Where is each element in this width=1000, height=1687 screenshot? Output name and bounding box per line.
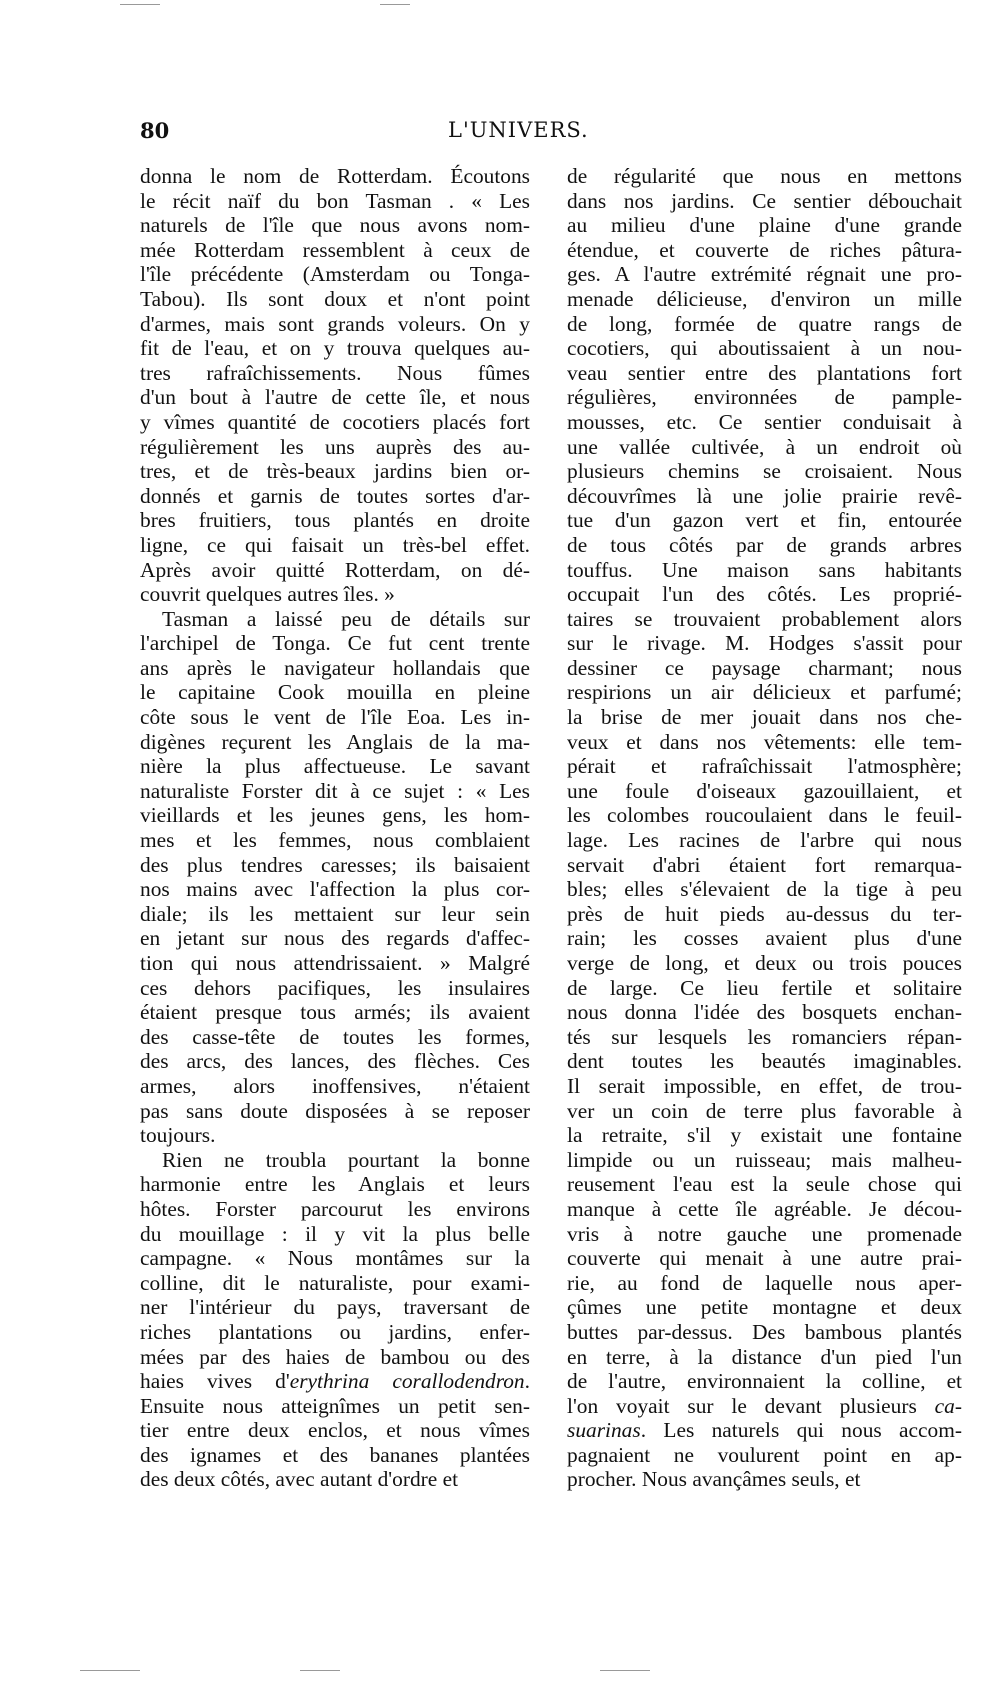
- text-run: ans après le navigateur hollandais que: [140, 655, 530, 680]
- text-line: [140, 1172, 530, 1197]
- text-run: côte sous le vent de l'île Eoa. Les in-: [140, 705, 530, 730]
- text-line: [140, 779, 530, 804]
- text-line: [140, 336, 530, 361]
- text-run: de régularité que nous en mettons: [567, 164, 962, 188]
- text-line: [567, 926, 962, 951]
- text-line: [140, 607, 530, 632]
- text-run: pagnaient ne voulurent point en ap-: [567, 1442, 962, 1467]
- text-line: [140, 1049, 530, 1074]
- text-run: veau sentier entre des plantations fort: [567, 360, 962, 385]
- text-run: de long, formée de quatre rangs de: [567, 311, 962, 336]
- text-line: [140, 508, 530, 533]
- text-run: diale; ils les mettaient sur leur sein: [140, 901, 530, 926]
- text-run: tion qui nous attendrissaient. » Malgré: [140, 951, 530, 975]
- text-run: ligne, ce qui faisait un très-bel effet.: [140, 532, 530, 557]
- text-run: des deux côtés, avec autant d'ordre et: [140, 1467, 459, 1492]
- text-run: près de huit pieds au-dessus du ter-: [567, 901, 962, 926]
- text-run: harmonie entre les Anglais et leurs: [140, 1172, 530, 1197]
- text-line: [140, 1271, 530, 1296]
- text-run: Tasman a laissé peu de détails sur: [162, 606, 530, 631]
- text-line: [567, 754, 962, 779]
- text-line: [140, 1394, 530, 1419]
- running-head: [140, 118, 900, 148]
- text-run: naturaliste Forster dit à ce sujet : « Les: [140, 778, 530, 803]
- text-run: dessiner ce paysage charmant; nous: [567, 655, 962, 680]
- text-line: [140, 877, 530, 902]
- text-run: bres fruitiers, tous plantés en droite: [140, 508, 530, 533]
- text-line: [140, 287, 530, 312]
- text-run: Rien ne troubla pourtant la bonne: [162, 1147, 530, 1172]
- text-run: fit de l'eau, et on y trouva quelques au-: [140, 336, 530, 361]
- scan-edge-mark: [380, 4, 410, 5]
- text-line: [567, 1000, 962, 1025]
- italic-text-run: erythrina corallodendron: [289, 1369, 525, 1394]
- text-line: [567, 779, 962, 804]
- text-line: [567, 1148, 962, 1173]
- text-run: de l'autre, environnaient la colline, et: [567, 1369, 962, 1394]
- text-line: [140, 1246, 530, 1271]
- text-line: [140, 680, 530, 705]
- text-run: plusieurs chemins se croisaient. Nous: [567, 459, 962, 484]
- text-run: Tabou). Ils sont doux et n'ont point: [140, 286, 530, 311]
- text-run: riches plantations ou jardins, enfer-: [140, 1319, 530, 1344]
- text-run: d'un bout à l'autre de cette île, et nous: [140, 385, 530, 410]
- text-line: [567, 631, 962, 656]
- text-line: [140, 435, 530, 460]
- text-run: étendue, et couverte de riches pâtura-: [567, 237, 962, 262]
- text-line: [567, 1320, 962, 1345]
- text-line: [140, 1000, 530, 1025]
- text-line: [567, 262, 962, 287]
- scan-edge-mark: [600, 1670, 650, 1671]
- text-line: [567, 877, 962, 902]
- text-run: tés sur lesquels les romanciers répan-: [567, 1024, 962, 1049]
- text-run: nière la plus affectueuse. Le savant: [140, 754, 530, 779]
- text-run: nous donna l'idée des bosquets enchan-: [567, 1000, 962, 1025]
- text-run: occupait l'un des côtés. Les proprié-: [567, 582, 962, 607]
- text-line: [140, 951, 530, 976]
- text-line: [140, 484, 530, 509]
- text-line: [140, 1222, 530, 1247]
- text-line: [567, 238, 962, 263]
- text-run: vieillards et les jeunes gens, les hom-: [140, 803, 530, 828]
- italic-text-run: suarinas: [567, 1418, 641, 1443]
- text-line: [567, 533, 962, 558]
- text-line: [567, 1197, 962, 1222]
- text-line: [140, 730, 530, 755]
- text-line: [140, 631, 530, 656]
- text-line: [567, 312, 962, 337]
- text-line: [140, 361, 530, 386]
- text-line: [567, 164, 962, 189]
- text-line: [140, 533, 530, 558]
- text-run: servait d'abri étaient fort remarqua-: [567, 852, 962, 877]
- text-run: le capitaine Cook mouilla en pleine: [140, 680, 530, 705]
- text-column-left: [140, 164, 530, 1492]
- text-line: [567, 705, 962, 730]
- text-line: [567, 1271, 962, 1296]
- text-line: [140, 1074, 530, 1099]
- text-line: [140, 262, 530, 287]
- text-line: [140, 558, 530, 583]
- text-run: tres, et de très-beaux jardins bien or-: [140, 459, 530, 484]
- text-run: tres rafraîchissements. Nous fûmes: [140, 360, 530, 385]
- text-line: [567, 410, 962, 435]
- text-line: [567, 902, 962, 927]
- text-line: [567, 435, 962, 460]
- text-line: [140, 459, 530, 484]
- text-run: campagne. « Nous montâmes sur la: [140, 1246, 530, 1271]
- text-line: [567, 1099, 962, 1124]
- text-run: ces dehors pacifiques, les insulaires: [140, 975, 530, 1000]
- text-run: mousses, etc. Ce sentier conduisait à: [567, 409, 962, 434]
- text-line: [140, 410, 530, 435]
- text-line: [567, 853, 962, 878]
- text-line: [567, 828, 962, 853]
- text-run: bles; elles s'élevaient de la tige à peu: [567, 877, 962, 902]
- text-line: [140, 853, 530, 878]
- text-run: mes et les femmes, nous comblaient: [140, 828, 530, 853]
- text-line: [567, 385, 962, 410]
- text-line: [140, 1418, 530, 1443]
- text-run: ner l'intérieur du pays, traversant de: [140, 1295, 530, 1320]
- text-run: veux et dans nos vêtements: elle tem-: [567, 729, 962, 754]
- text-line: [140, 1295, 530, 1320]
- text-line: [567, 1467, 962, 1492]
- text-line: [140, 705, 530, 730]
- text-line: [140, 582, 530, 607]
- text-run: . Les naturels qui nous accom-: [640, 1418, 962, 1443]
- text-run: .: [524, 1369, 530, 1394]
- text-line: [140, 164, 530, 189]
- text-run: dent toutes les beautés imaginables.: [567, 1049, 962, 1074]
- text-run: toujours.: [140, 1123, 216, 1148]
- text-line: [140, 312, 530, 337]
- text-run: manque à cette île agréable. Je décou-: [567, 1196, 962, 1221]
- text-line: [567, 607, 962, 632]
- text-run: en terre, à la distance d'un pied l'un: [567, 1344, 962, 1369]
- text-line: [567, 1246, 962, 1271]
- text-run: en jetant sur nous des regards d'affec-: [140, 926, 530, 951]
- text-line: [140, 1369, 530, 1394]
- text-run: au milieu d'une plaine d'une grande: [567, 213, 962, 238]
- text-line: [140, 189, 530, 214]
- text-run: procher. Nous avançâmes seuls, et: [567, 1467, 861, 1492]
- text-run: la brise de mer jouait dans nos che-: [567, 705, 962, 730]
- text-line: [567, 1443, 962, 1468]
- text-line: [567, 1295, 962, 1320]
- text-line: [567, 1025, 962, 1050]
- text-run: donnés et garnis de toutes sortes d'ar-: [140, 483, 530, 508]
- text-run: pérait et rafraîchissait l'atmosphère;: [567, 754, 962, 779]
- text-run: digènes reçurent les Anglais de la ma-: [140, 729, 530, 754]
- text-run: couvrit quelques autres îles. »: [140, 582, 395, 607]
- text-line: [567, 1369, 962, 1394]
- text-run: ver un coin de terre plus favorable à: [567, 1098, 962, 1123]
- text-line: [140, 1025, 530, 1050]
- text-run: rain; les cosses avaient plus d'une: [567, 926, 962, 951]
- text-line: [140, 1197, 530, 1222]
- text-run: verge de long, et deux ou trois pouces: [567, 951, 962, 975]
- text-line: [140, 238, 530, 263]
- text-run: de tous côtés par de grands arbres: [567, 532, 962, 557]
- text-run: respirions un air délicieux et parfumé;: [567, 680, 962, 705]
- text-run: lage. Les racines de l'arbre qui nous: [567, 828, 962, 853]
- text-line: [567, 976, 962, 1001]
- text-run: çûmes une petite montagne et deux: [567, 1295, 962, 1320]
- text-run: menade délicieuse, d'environ un mille: [567, 286, 962, 311]
- text-line: [140, 656, 530, 681]
- text-line: [140, 754, 530, 779]
- text-run: sur le rivage. M. Hodges s'assit pour: [567, 631, 962, 656]
- text-run: colline, dit le naturaliste, pour exami-: [140, 1270, 530, 1295]
- text-run: des plus tendres caresses; ils baisaient: [140, 852, 530, 877]
- text-run: naturels de l'île que nous avons nom-: [140, 213, 530, 238]
- text-run: mée Rotterdam ressemblent à ceux de: [140, 237, 530, 262]
- text-run: buttes par-dessus. Des bambous plantés: [567, 1319, 962, 1344]
- text-run: des casse-tête de toutes les formes,: [140, 1024, 530, 1049]
- page-number: 80: [140, 118, 170, 143]
- text-line: [567, 287, 962, 312]
- text-run: mées par des haies de bambou ou des: [140, 1344, 530, 1369]
- text-run: l'archipel de Tonga. Ce fut cent trente: [140, 631, 530, 656]
- text-line: [567, 582, 962, 607]
- text-line: [140, 213, 530, 238]
- text-run: armes, alors inoffensives, n'étaient: [140, 1073, 530, 1098]
- text-run: une foule d'oiseaux gazouillaient, et: [567, 778, 962, 803]
- text-line: [567, 484, 962, 509]
- text-run: une vallée cultivée, à un endroit où: [567, 434, 962, 459]
- text-run: des arcs, des lances, des flèches. Ces: [140, 1049, 530, 1074]
- text-run: limpide ou un ruisseau; mais malheu-: [567, 1147, 962, 1172]
- text-line: [567, 680, 962, 705]
- text-run: étaient presque tous armés; ils avaient: [140, 1000, 530, 1025]
- text-line: [140, 1467, 530, 1492]
- text-line: [140, 1345, 530, 1370]
- text-run: régulières, environnées de pample-: [567, 385, 962, 410]
- text-run: tue d'un gazon vert et fin, entourée: [567, 508, 962, 533]
- text-run: reusement l'eau est la seule chose qui: [567, 1172, 962, 1197]
- text-run: vris à notre gauche une promenade: [567, 1221, 962, 1246]
- text-run: l'on voyait sur le devant plusieurs: [567, 1393, 935, 1418]
- text-line: [567, 508, 962, 533]
- text-line: [567, 1074, 962, 1099]
- text-line: [140, 902, 530, 927]
- text-run: les colombes roucoulaient dans le feuil-: [567, 803, 962, 828]
- text-run: Ensuite nous atteignîmes un petit sen-: [140, 1393, 530, 1418]
- text-line: [140, 1320, 530, 1345]
- text-line: [567, 1049, 962, 1074]
- text-line: [567, 558, 962, 583]
- text-run: donna le nom de Rotterdam. Écoutons: [140, 164, 530, 188]
- text-run: y vîmes quantité de cocotiers placés fort: [140, 409, 530, 434]
- text-column-right: [567, 164, 962, 1492]
- running-title: L'UNIVERS.: [448, 118, 589, 142]
- text-line: [567, 1123, 962, 1148]
- text-line: [140, 1099, 530, 1124]
- text-line: [567, 1345, 962, 1370]
- text-line: [567, 1222, 962, 1247]
- text-line: [567, 730, 962, 755]
- text-line: [567, 336, 962, 361]
- text-run: des ignames et des bananes plantées: [140, 1442, 530, 1467]
- scan-edge-mark: [300, 1670, 340, 1671]
- text-line: [567, 1172, 962, 1197]
- text-run: découvrîmes là une jolie prairie revê-: [567, 483, 962, 508]
- text-line: [567, 213, 962, 238]
- text-line: [140, 828, 530, 853]
- text-run: nos mains avec l'affection la plus cor-: [140, 877, 530, 902]
- text-run: l'île précédente (Amsterdam ou Tonga-: [140, 262, 530, 287]
- scan-edge-mark: [80, 1670, 140, 1671]
- text-run: le récit naïf du bon Tasman . « Les: [140, 188, 530, 213]
- text-line: [567, 1418, 962, 1443]
- text-line: [140, 976, 530, 1001]
- text-run: régulièrement les uns auprès des au-: [140, 434, 530, 459]
- text-run: cocotiers, qui aboutissaient à un nou-: [567, 336, 962, 361]
- text-run: taires se trouvaient probablement alors: [567, 606, 962, 631]
- text-run: pas sans doute disposées à se reposer: [140, 1098, 530, 1123]
- italic-text-run: ca-: [934, 1393, 962, 1418]
- text-run: couverte qui menait à une autre prai-: [567, 1246, 962, 1271]
- text-line: [567, 189, 962, 214]
- text-line: [140, 385, 530, 410]
- text-line: [567, 1394, 962, 1419]
- text-run: d'armes, mais sont grands voleurs. On y: [140, 311, 530, 336]
- text-run: du mouillage : il y vit la plus belle: [140, 1221, 530, 1246]
- text-run: ges. A l'autre extrémité régnait une pro-: [567, 262, 962, 287]
- text-line: [140, 1123, 530, 1148]
- text-run: tier entre deux enclos, et nous vîmes: [140, 1418, 530, 1443]
- text-run: Il serait impossible, en effet, de trou-: [567, 1073, 962, 1098]
- text-line: [567, 803, 962, 828]
- text-run: la retraite, s'il y existait une fontaine: [567, 1123, 962, 1148]
- text-run: hôtes. Forster parcourut les environs: [140, 1196, 530, 1221]
- text-run: dans nos jardins. Ce sentier débouchait: [567, 188, 962, 213]
- text-line: [140, 1148, 530, 1173]
- text-line: [567, 361, 962, 386]
- text-line: [567, 459, 962, 484]
- text-line: [140, 1443, 530, 1468]
- text-line: [567, 951, 962, 976]
- text-line: [567, 656, 962, 681]
- text-run: haies vives d': [140, 1369, 290, 1394]
- text-run: touffus. Une maison sans habitants: [567, 557, 962, 582]
- scan-edge-mark: [120, 4, 160, 5]
- text-line: [140, 926, 530, 951]
- text-line: [140, 803, 530, 828]
- text-run: rie, au fond de laquelle nous aper-: [567, 1270, 962, 1295]
- text-run: de large. Ce lieu fertile et solitaire: [567, 975, 962, 1000]
- text-run: Après avoir quitté Rotterdam, on dé-: [140, 557, 530, 582]
